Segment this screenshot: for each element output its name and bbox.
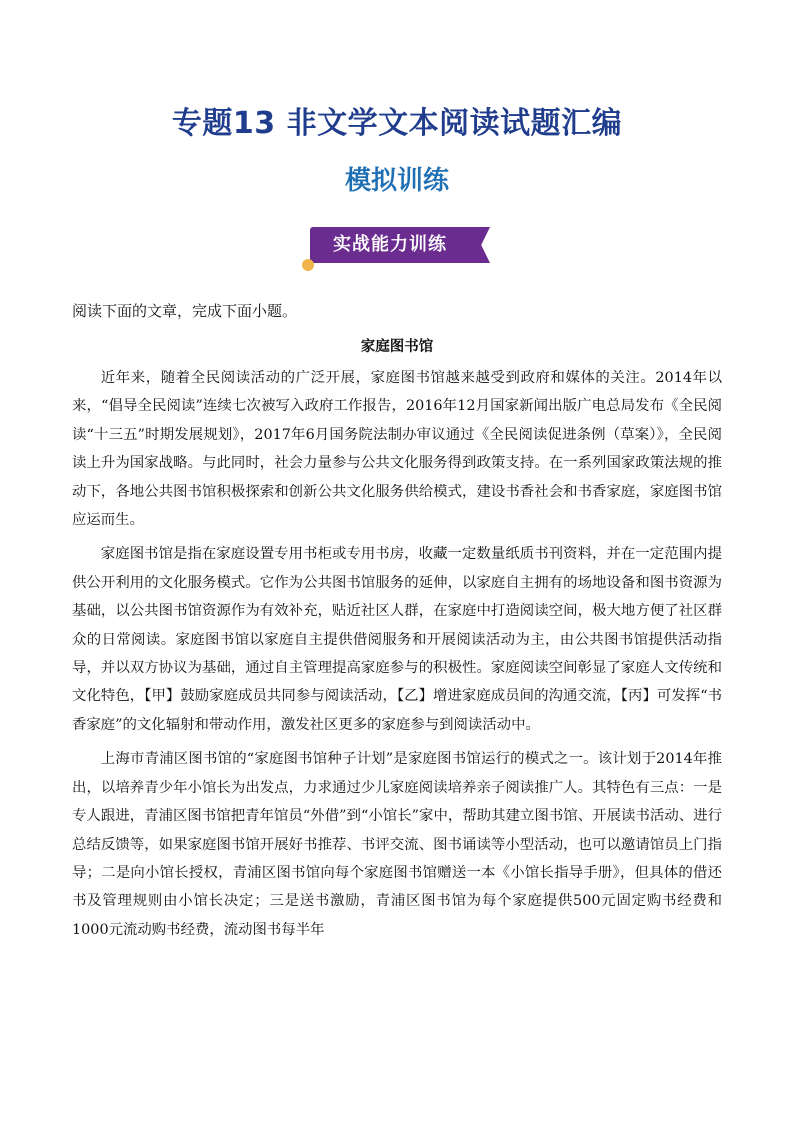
banner-label: 实战能力训练 [333, 234, 447, 255]
paragraph: 上海市青浦区图书馆的“家庭图书馆种子计划”是家庭图书馆运行的模式之一。该计划于2014年推出，以培养青少年小馆长为出发点，力求通过少儿家庭阅读培养亲子阅读推广人。其特色有三点：一是专人跟进，青浦区图书馆把青年馆员“外借”到“小馆长”家中，帮助其建立图书馆、开展读书活动、进行总结反馈等，如果家庭图书馆开展好书推荐、书评交流、图书诵读等小型活动，也可以邀请馆员上门指导；二是向小馆长授权，青浦区图书馆向每个家庭图书馆赠送一本《小馆长指导手册》，但具体的借还书及管理规则由小馆长决定；三是送书激励，青浦区图书馆为每个家庭提供500元固定购书经费和1000元流动购书经费，流动图书每半年 [72, 751, 722, 938]
article-body [72, 364, 722, 950]
page-title: 专题13 非文学文本阅读试题汇编 [171, 106, 623, 141]
banner-ribbon-tail [468, 227, 490, 263]
paragraph: 家庭图书馆是指在家庭设置专用书柜或专用书房，收藏一定数量纸质书刊资料，并在一定范围内提供公开利用的文化服务模式。它作为公共图书馆服务的延伸，以家庭自主拥有的场地设备和图书资源为基础，以公共图书馆资源作为有效补充，贴近社区人群，在家庭中打造阅读空间，极大地方便了社区群众的日常阅读。家庭图书馆以家庭自主提供借阅服务和开展阅读活动为主，由公共图书馆提供活动指导，并以双方协议为基础，通过自主管理提高家庭参与的积极性。家庭阅读空间彰显了家庭人文传统和文化特色，【甲】鼓励家庭成员共同参与阅读活动，【乙】增进家庭成员间的沟通交流，【丙】可发挥“书香家庭”的文化辐射和带动作用，激发社区更多的家庭参与到阅读活动中。 [72, 546, 722, 733]
banner-dot-icon [302, 259, 314, 271]
article-title: 家庭图书馆 [360, 338, 434, 355]
paragraph: 近年来，随着全民阅读活动的广泛开展，家庭图书馆越来越受到政府和媒体的关注。2014年以来，“倡导全民阅读”连续七次被写入政府工作报告，2016年12月国家新闻出版广电总局发布《全民阅读“十三五”时期发展规划》，2017年6月国务院法制办审议通过《全民阅读促进条例（草案）》，全民阅读上升为国家战略。与此同时，社会力量参与公共文化服务得到政策支持。在一系列国家政策法规的推动下，各地公共图书馆积极探索和创新公共文化服务供给模式，建设书香社会和书香家庭，家庭图书馆应运而生。 [72, 370, 722, 529]
instruction-text: 阅读下面的文章，完成下面小题。 [72, 302, 298, 320]
page-subtitle: 模拟训练 [344, 166, 449, 196]
section-banner [298, 223, 498, 271]
